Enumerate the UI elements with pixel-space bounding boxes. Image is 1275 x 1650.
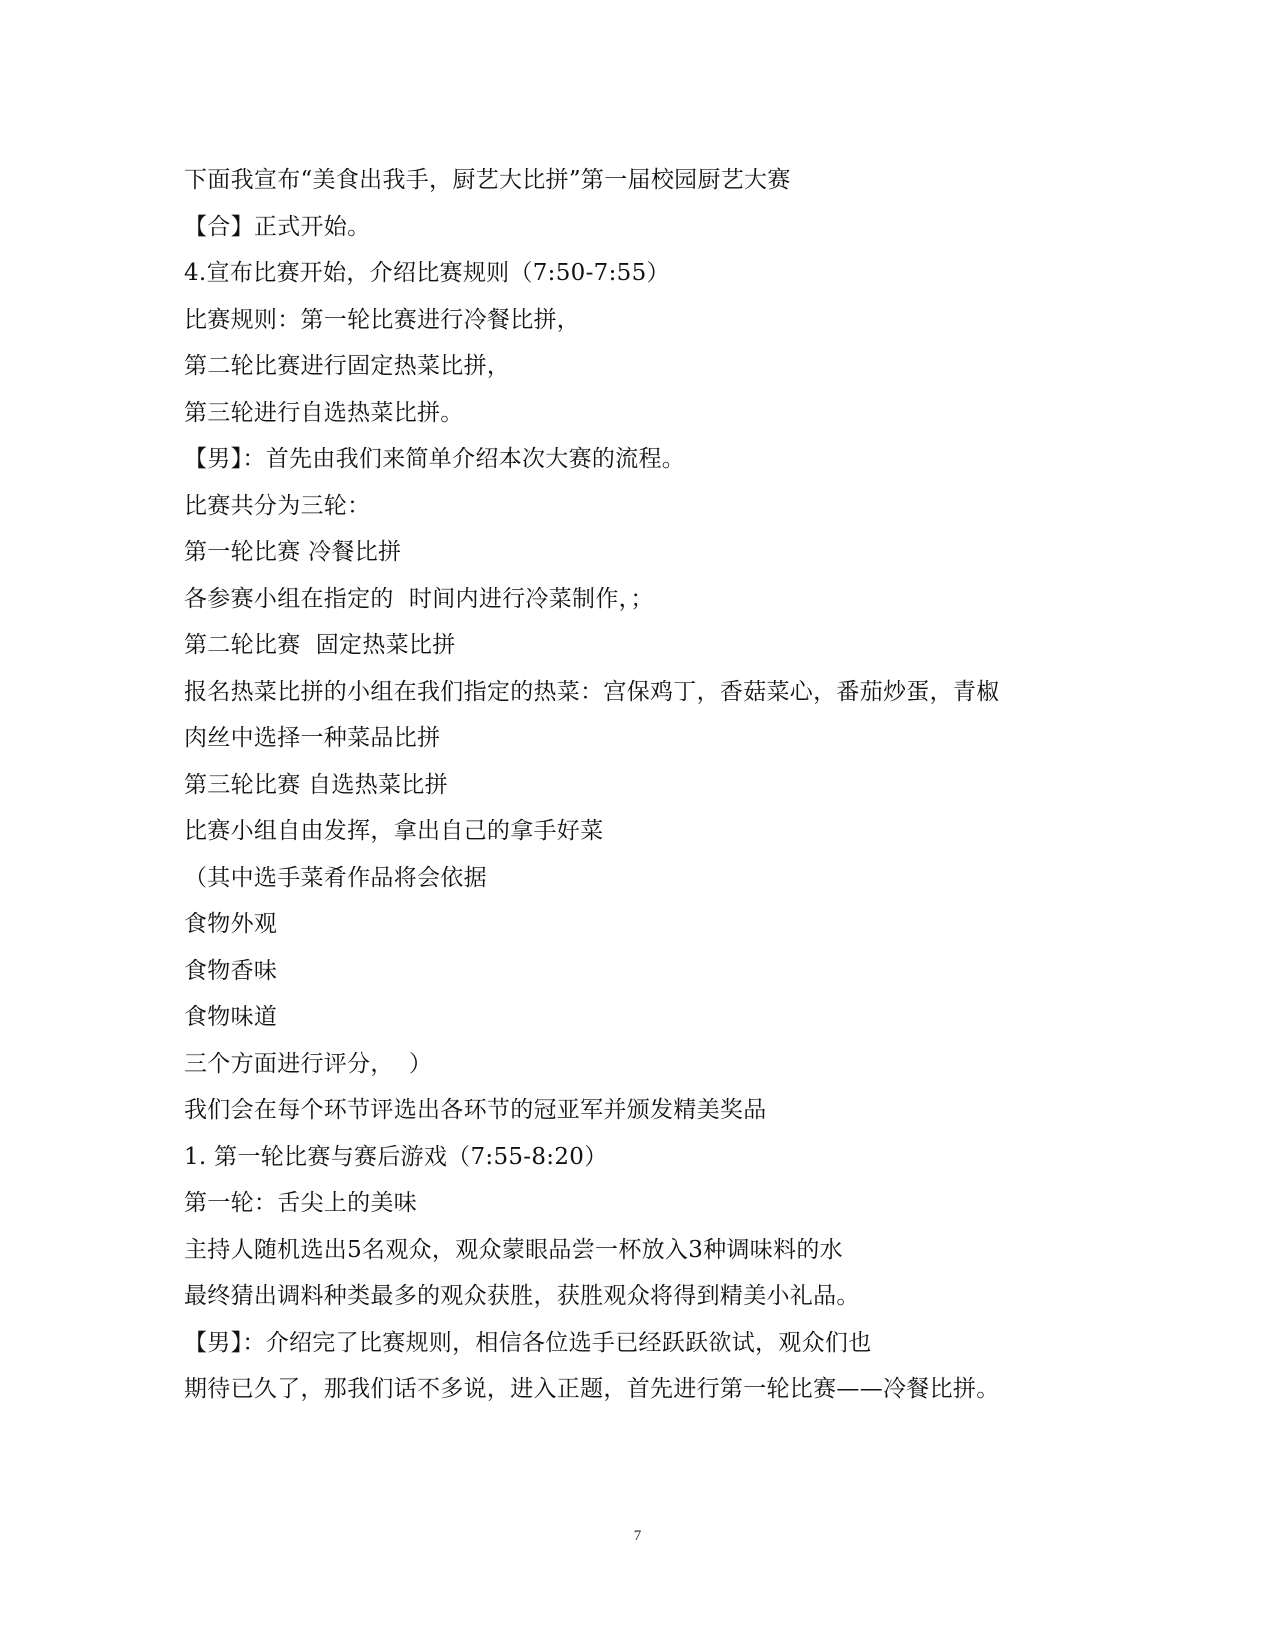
text-line: 食物味道 — [184, 1004, 278, 1030]
text-line: 4.宣布比赛开始，介绍比赛规则（7:50-7:55） — [184, 260, 670, 286]
body-text — [184, 157, 1104, 1413]
text-line: 第三轮比赛 自选热菜比拼 — [184, 771, 448, 798]
text-line: 食物外观 — [184, 911, 278, 937]
text-line: 第三轮进行自选热菜比拼。 — [184, 399, 464, 426]
text-line: 最终猜出调料种类最多的观众获胜，获胜观众将得到精美小礼品。 — [184, 1283, 860, 1309]
text-line: 期待已久了，那我们话不多说，进入正题，首先进行第一轮比赛——冷餐比拼。 — [184, 1376, 1000, 1402]
text-line: 食物香味 — [184, 957, 278, 984]
text-line: 第二轮比赛 固定热菜比拼 — [184, 632, 456, 658]
text-line: 比赛共分为三轮： — [184, 492, 371, 519]
text-line: 三个方面进行评分， ） — [184, 1050, 433, 1077]
text-line: 第二轮比赛进行固定热菜比拼， — [184, 353, 511, 379]
text-line: 【合】正式开始。 — [184, 213, 371, 240]
text-line: 各参赛小组在指定的 时间内进行冷菜制作，； — [184, 585, 654, 612]
text-line: 第一轮比赛 冷餐比拼 — [184, 539, 402, 565]
text-line: 比赛小组自由发挥，拿出自己的拿手好菜 — [184, 818, 604, 844]
text-line: 肉丝中选择一种菜品比拼 — [184, 725, 441, 751]
page-number: 7 — [633, 1528, 642, 1544]
text-line: 【男】：首先由我们来简单介绍本次大赛的流程。 — [184, 446, 686, 472]
text-line: 1. 第一轮比赛与赛后游戏（7:55-8:20） — [184, 1143, 608, 1170]
text-line: 比赛规则：第一轮比赛进行冷餐比拼， — [184, 306, 581, 333]
text-line: 主持人随机选出5名观众，观众蒙眼品尝一杯放入3种调味料的水 — [184, 1236, 843, 1263]
text-line: 我们会在每个环节评选出各环节的冠亚军并颁发精美奖品 — [184, 1097, 767, 1123]
text-line: 【男】：介绍完了比赛规则，相信各位选手已经跃跃欲试，观众们也 — [184, 1329, 872, 1356]
text-line: 报名热菜比拼的小组在我们指定的热菜：宫保鸡丁，香菇菜心，番茄炒蛋，青椒 — [184, 678, 1000, 705]
text-line: 下面我宣布“美食出我手，厨艺大比拼”第一届校园厨艺大赛 — [184, 167, 791, 193]
text-line: （其中选手菜肴作品将会依据 — [184, 864, 487, 891]
text-line: 第一轮：舌尖上的美味 — [184, 1190, 417, 1216]
